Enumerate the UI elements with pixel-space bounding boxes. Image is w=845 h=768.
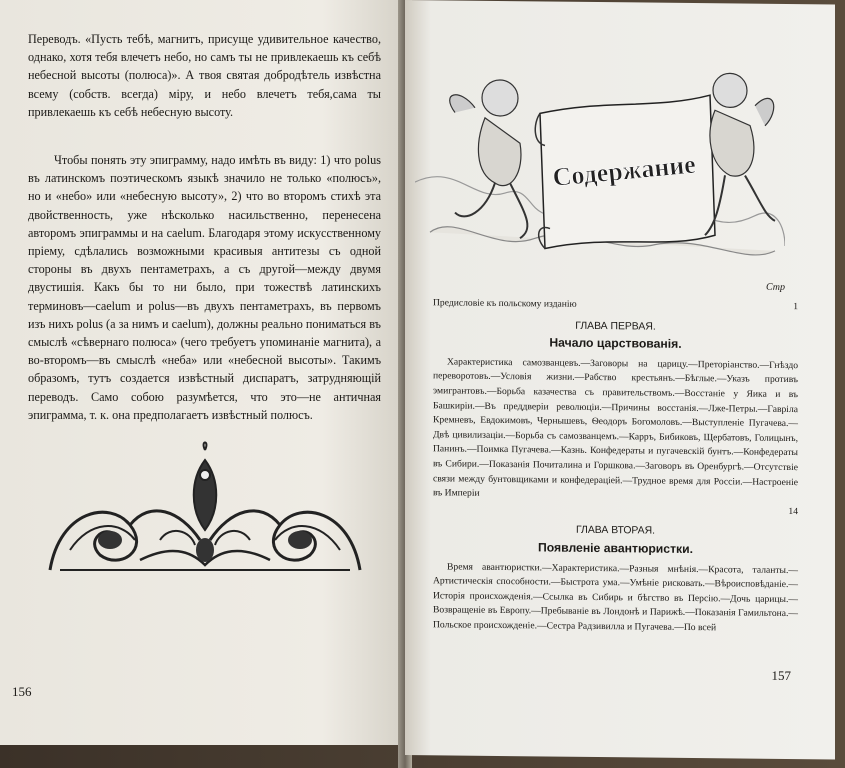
contents-heading: Содержание <box>551 149 698 193</box>
chapter2-title: Появленіе авантюристки. <box>537 540 694 556</box>
page-number: 156 <box>12 684 32 699</box>
chapter1-summary: Характеристика самозванцевъ.—Заговоры на царицу.—Преторіанство.—Гнѣздо переворотовъ.—Условія жизни.—Рабство крестьянъ.—Бѣглые.—Указъ противъ эмигрантовъ.—Борьба казачества съ правительствомъ.—Восстаніе у Яика и въ Башкиріи.—Въ преддверіи революціи.—Причины восстанія.—Лже-Петры.—Гавріла Кремневъ, Евдокимовъ, Чернышевъ, Ѳеодоръ Богомоловъ.—Выступленіе Пугачева.—Двѣ цивилизаціи.—Борьба съ самозванцемъ.—Карръ, Бибиковъ, Щербатовъ, Голицынъ, Панинъ.—Поимка Пугачева.—Казнь. Конфедераты и пугачевскій бунтъ.—Конфедераты въ Сибири.—Показанія Почиталина и Горшкова.—Заговоръ въ Оренбургѣ.—Отсутствіе связи между бунтовщиками и конфедераціей.—Трудное время для Россіи.—Настроеніе въ Имперіи <box>433 356 798 499</box>
right-page <box>405 0 835 760</box>
page-number: 157 <box>771 667 791 684</box>
chapter2-summary: Время авантюристки.—Характеристика.—Разныя мнѣнія.—Красота, таланты.—Артистическія способности.—Быстрота ума.—Умѣніе рисковать.—Вѣроисповѣданіе.—Исторія происхожденія.—Ссылка въ Сибирь и бѣгство въ Персію.—Дочь царицы.—Возвращеніе въ Европу.—Пребываніе въ Лондонѣ и Парижѣ.—Показанія Гамильтона.—Польское происхожденіе.—Сестра Радзивилла и Пугачева.—По всей <box>433 560 798 634</box>
translation-paragraph: Переводъ. «Пусть тебѣ, магнитъ, присуще удивительное качество, однако, хотя тебя влечетъ небо, но самъ ты не привлекаешь къ себѣ небесной высоты (полюса)». А твоя святая добродѣтель извѣстна всему (собств. всегда) міру, и небо влечетъ тебя,сама ты привлекаешь къ себѣ небесную высоту. <box>28 32 381 119</box>
chapter1-title: Начало царствованія. <box>549 335 682 352</box>
cherubs-scroll-header-icon <box>415 62 785 276</box>
explanation-paragraph: Чтобы понять эту эпиграмму, надо имѣть въ виду: 1) что polus въ латинскомъ поэтическомъ языкѣ значило не только «полюсъ», но и «небо» или «небесную высоту», 2) что во второмъ стихѣ эта двойственность, уже нѣсколько насильственно, перенесена авторомъ эпиграммы и на caelum. Благодаря этому искусственному пріему, сдѣлались возможными красивыя антитезы съ одной стороны въ двухъ пентаметрахъ, а съ другой—между двумя двустишія. Какъ бы то ни было, при тожествѣ латинскихъ терминовъ—caelum и polus—въ двухъ пентаметрахъ, въ первомъ изъ нихъ polus (а за нимъ и caelum), должны реально пониматься въ смыслѣ «сѣвернаго полюса» (чего требуетъ упоминаніе магнита), а во-второмъ—въ смыслѣ «неба» или «небесной высоты». Такимъ образомъ, тутъ создается извѣстный диспаратъ, затрудняющій переводъ. Само собою разумѣется, что это—не античная эпиграмма, т. к. она предполагаетъ извѣстный полюсъ. <box>28 153 381 422</box>
preface-page: 1 <box>793 301 798 313</box>
toc-preface-row <box>433 296 798 314</box>
preface-entry: Предисловіе къ польскому изданію <box>433 297 577 310</box>
chapter2-label: ГЛАВА ВТОРАЯ. <box>576 525 655 537</box>
chapter1-label: ГЛАВА ПЕРВАЯ. <box>575 320 656 333</box>
acanthus-ornament-icon <box>40 440 370 590</box>
table-of-contents <box>433 296 798 636</box>
page-column-label: Стр <box>765 281 785 293</box>
chapter1-page: 14 <box>788 505 798 517</box>
left-page <box>0 0 403 745</box>
